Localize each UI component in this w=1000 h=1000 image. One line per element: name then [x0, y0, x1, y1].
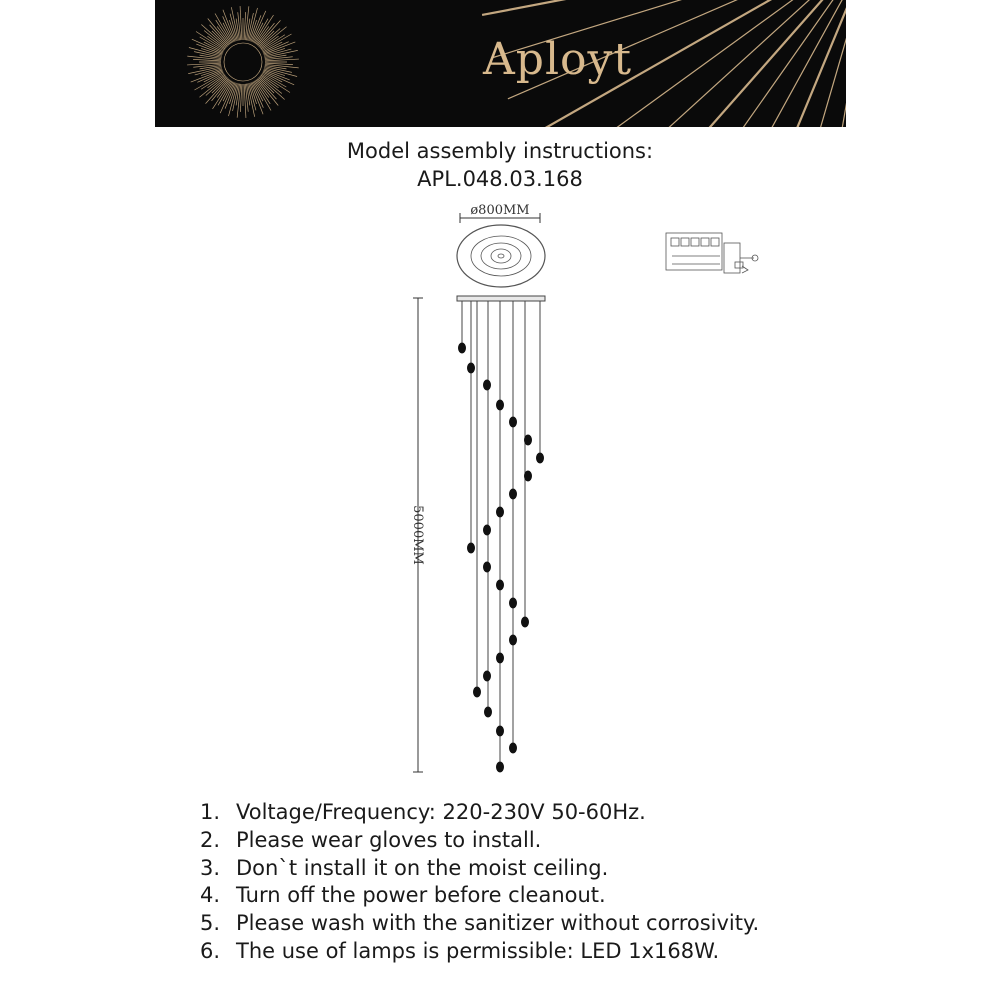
pendant-drop [509, 743, 517, 754]
instruction-number: 6. [200, 938, 221, 963]
instruction-list [200, 799, 759, 966]
pendant-drop [496, 653, 504, 664]
pendant-drop [483, 671, 491, 682]
pendant-drop [483, 380, 491, 391]
instruction-item [200, 855, 759, 883]
pendant-drop [496, 580, 504, 591]
instruction-item [200, 882, 759, 910]
pendant-drop [496, 507, 504, 518]
instruction-number: 5. [200, 911, 221, 936]
instruction-text: Turn off the power before cleanout. [236, 883, 606, 908]
instruction-text: Don`t install it on the moist ceiling. [236, 855, 609, 880]
pendant-drop [484, 707, 492, 718]
instruction-number: 1. [200, 800, 221, 824]
diameter-label: ø800MM [470, 203, 530, 218]
pendant-drop [458, 343, 466, 354]
pendant-drop [509, 598, 517, 609]
pendant-cables [458, 301, 544, 773]
instruction-text: Please wear gloves to install. [236, 827, 542, 852]
pendant-drop [509, 635, 517, 646]
pendant-drop [467, 543, 475, 554]
instruction-number: 3. [200, 855, 221, 880]
pendant-drop [524, 435, 532, 446]
wiring-diagram [666, 233, 758, 273]
model-number: APL.048.03.168 [417, 167, 583, 191]
pendant-drop [496, 726, 504, 737]
page-title: Model assembly instructions: [346, 139, 654, 163]
pendant-drop [496, 762, 504, 773]
instruction-item [200, 938, 759, 966]
pendant-drop [496, 400, 504, 411]
height-label: 5000MM [410, 505, 425, 565]
pendant-drop [473, 687, 481, 698]
instruction-item [200, 827, 759, 855]
instruction-number: 4. [200, 883, 221, 908]
pendant-drop [524, 471, 532, 482]
instruction-text: Voltage/Frequency: 220-230V 50-60Hz. [236, 800, 646, 824]
canopy-top-view [457, 225, 545, 287]
pendant-drop [467, 363, 475, 374]
instruction-item [200, 799, 759, 827]
pendant-drop [483, 525, 491, 536]
instruction-text: Please wash with the sanitizer without corrosivity. [236, 911, 760, 936]
pendant-drop [483, 562, 491, 573]
pendant-drop [509, 489, 517, 500]
pendant-drop [521, 617, 529, 628]
instruction-item [200, 910, 759, 938]
brand-logo-text: Aployt [483, 34, 633, 85]
canopy-side-view [457, 296, 545, 301]
pendant-drop [536, 453, 544, 464]
instruction-text: The use of lamps is permissible: LED 1x168W. [236, 938, 720, 963]
instruction-number: 2. [200, 827, 221, 852]
height-dimension [410, 298, 425, 772]
pendant-drop [509, 417, 517, 428]
